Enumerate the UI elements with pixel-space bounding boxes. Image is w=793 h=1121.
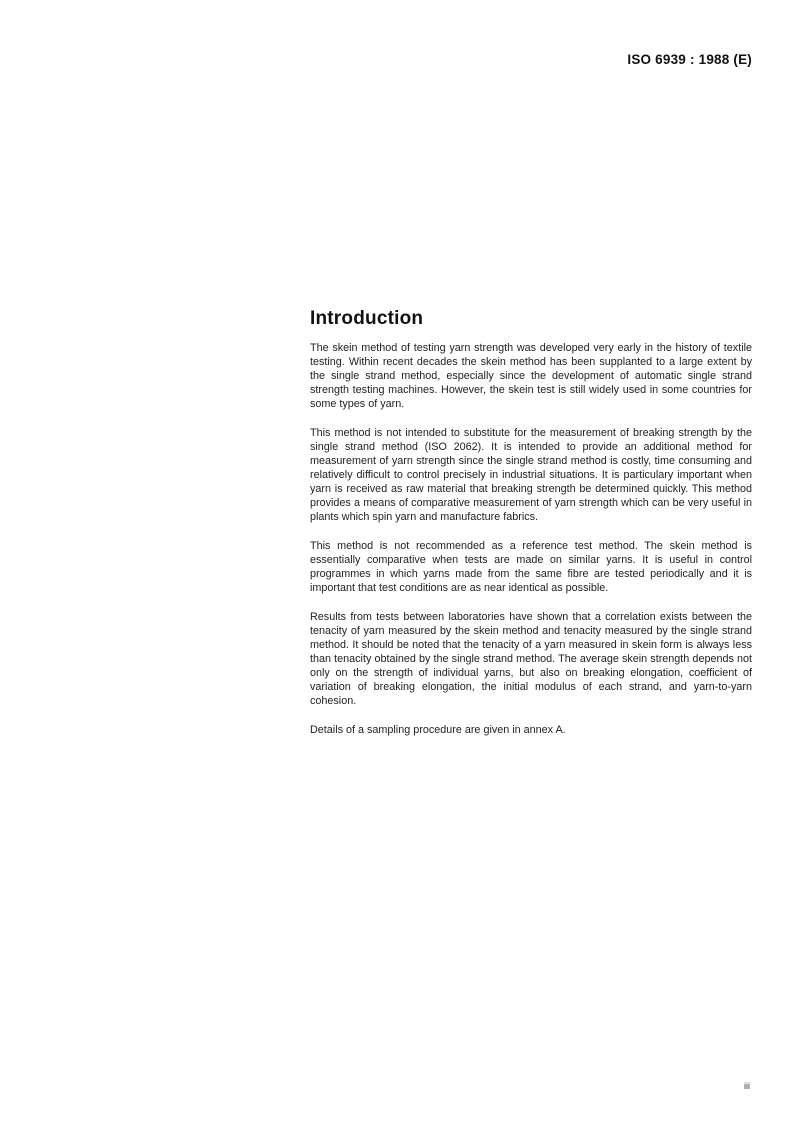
paragraph-2: This method is not intended to substitute for the measurement of breaking strength by the single strand method (ISO 2062). It is intended to provide an additional method for measurement of yarn strength since the single strand method is costly, time consuming and relatively difficult to control precisely in industrial situations. It is particulary important when yarn is received as raw material that breaking strength be determined quickly. This method provides a means of comparative measurement of yarn strength which can be very useful in plants which spin yarn and manufacture fabrics. xyxy=(310,427,752,523)
paragraph-3: This method is not recommended as a reference test method. The skein method is essentially comparative when tests are made on similar yarns. It is useful in control programmes in which yarns made from the same fibre are tested periodically and it is important that test conditions are as near identical as possible. xyxy=(310,540,752,594)
introduction-section xyxy=(310,308,752,752)
paragraph-4: Results from tests between laboratories have shown that a correlation exists between the tenacity of yarn measured by the skein method and tenacity measured by the single strand method. It should be noted that the tenacity of a yarn measured in skein form is always less than tenacity obtained by the single strand method. The average skein strength depends not only on the strength of individual yarns, but also on breaking elongation, coefficient of variation of breaking elongation, the initial modulus of each strand, and yarn-to-yarn cohesion. xyxy=(310,611,752,707)
document-id: ISO 6939 : 1988 (E) xyxy=(627,52,752,67)
paragraph-5: Details of a sampling procedure are given in annex A. xyxy=(310,724,566,736)
page-number: iii xyxy=(744,1081,750,1091)
section-title: Introduction xyxy=(310,308,424,329)
paragraph-1: The skein method of testing yarn strength was developed very early in the history of textile testing. Within recent decades the skein method has been supplanted to a large extent by the single strand method, especially since the development of automatic single strand strength testing machines. However, the skein test is still widely used in some countries for some types of yarn. xyxy=(310,342,752,410)
